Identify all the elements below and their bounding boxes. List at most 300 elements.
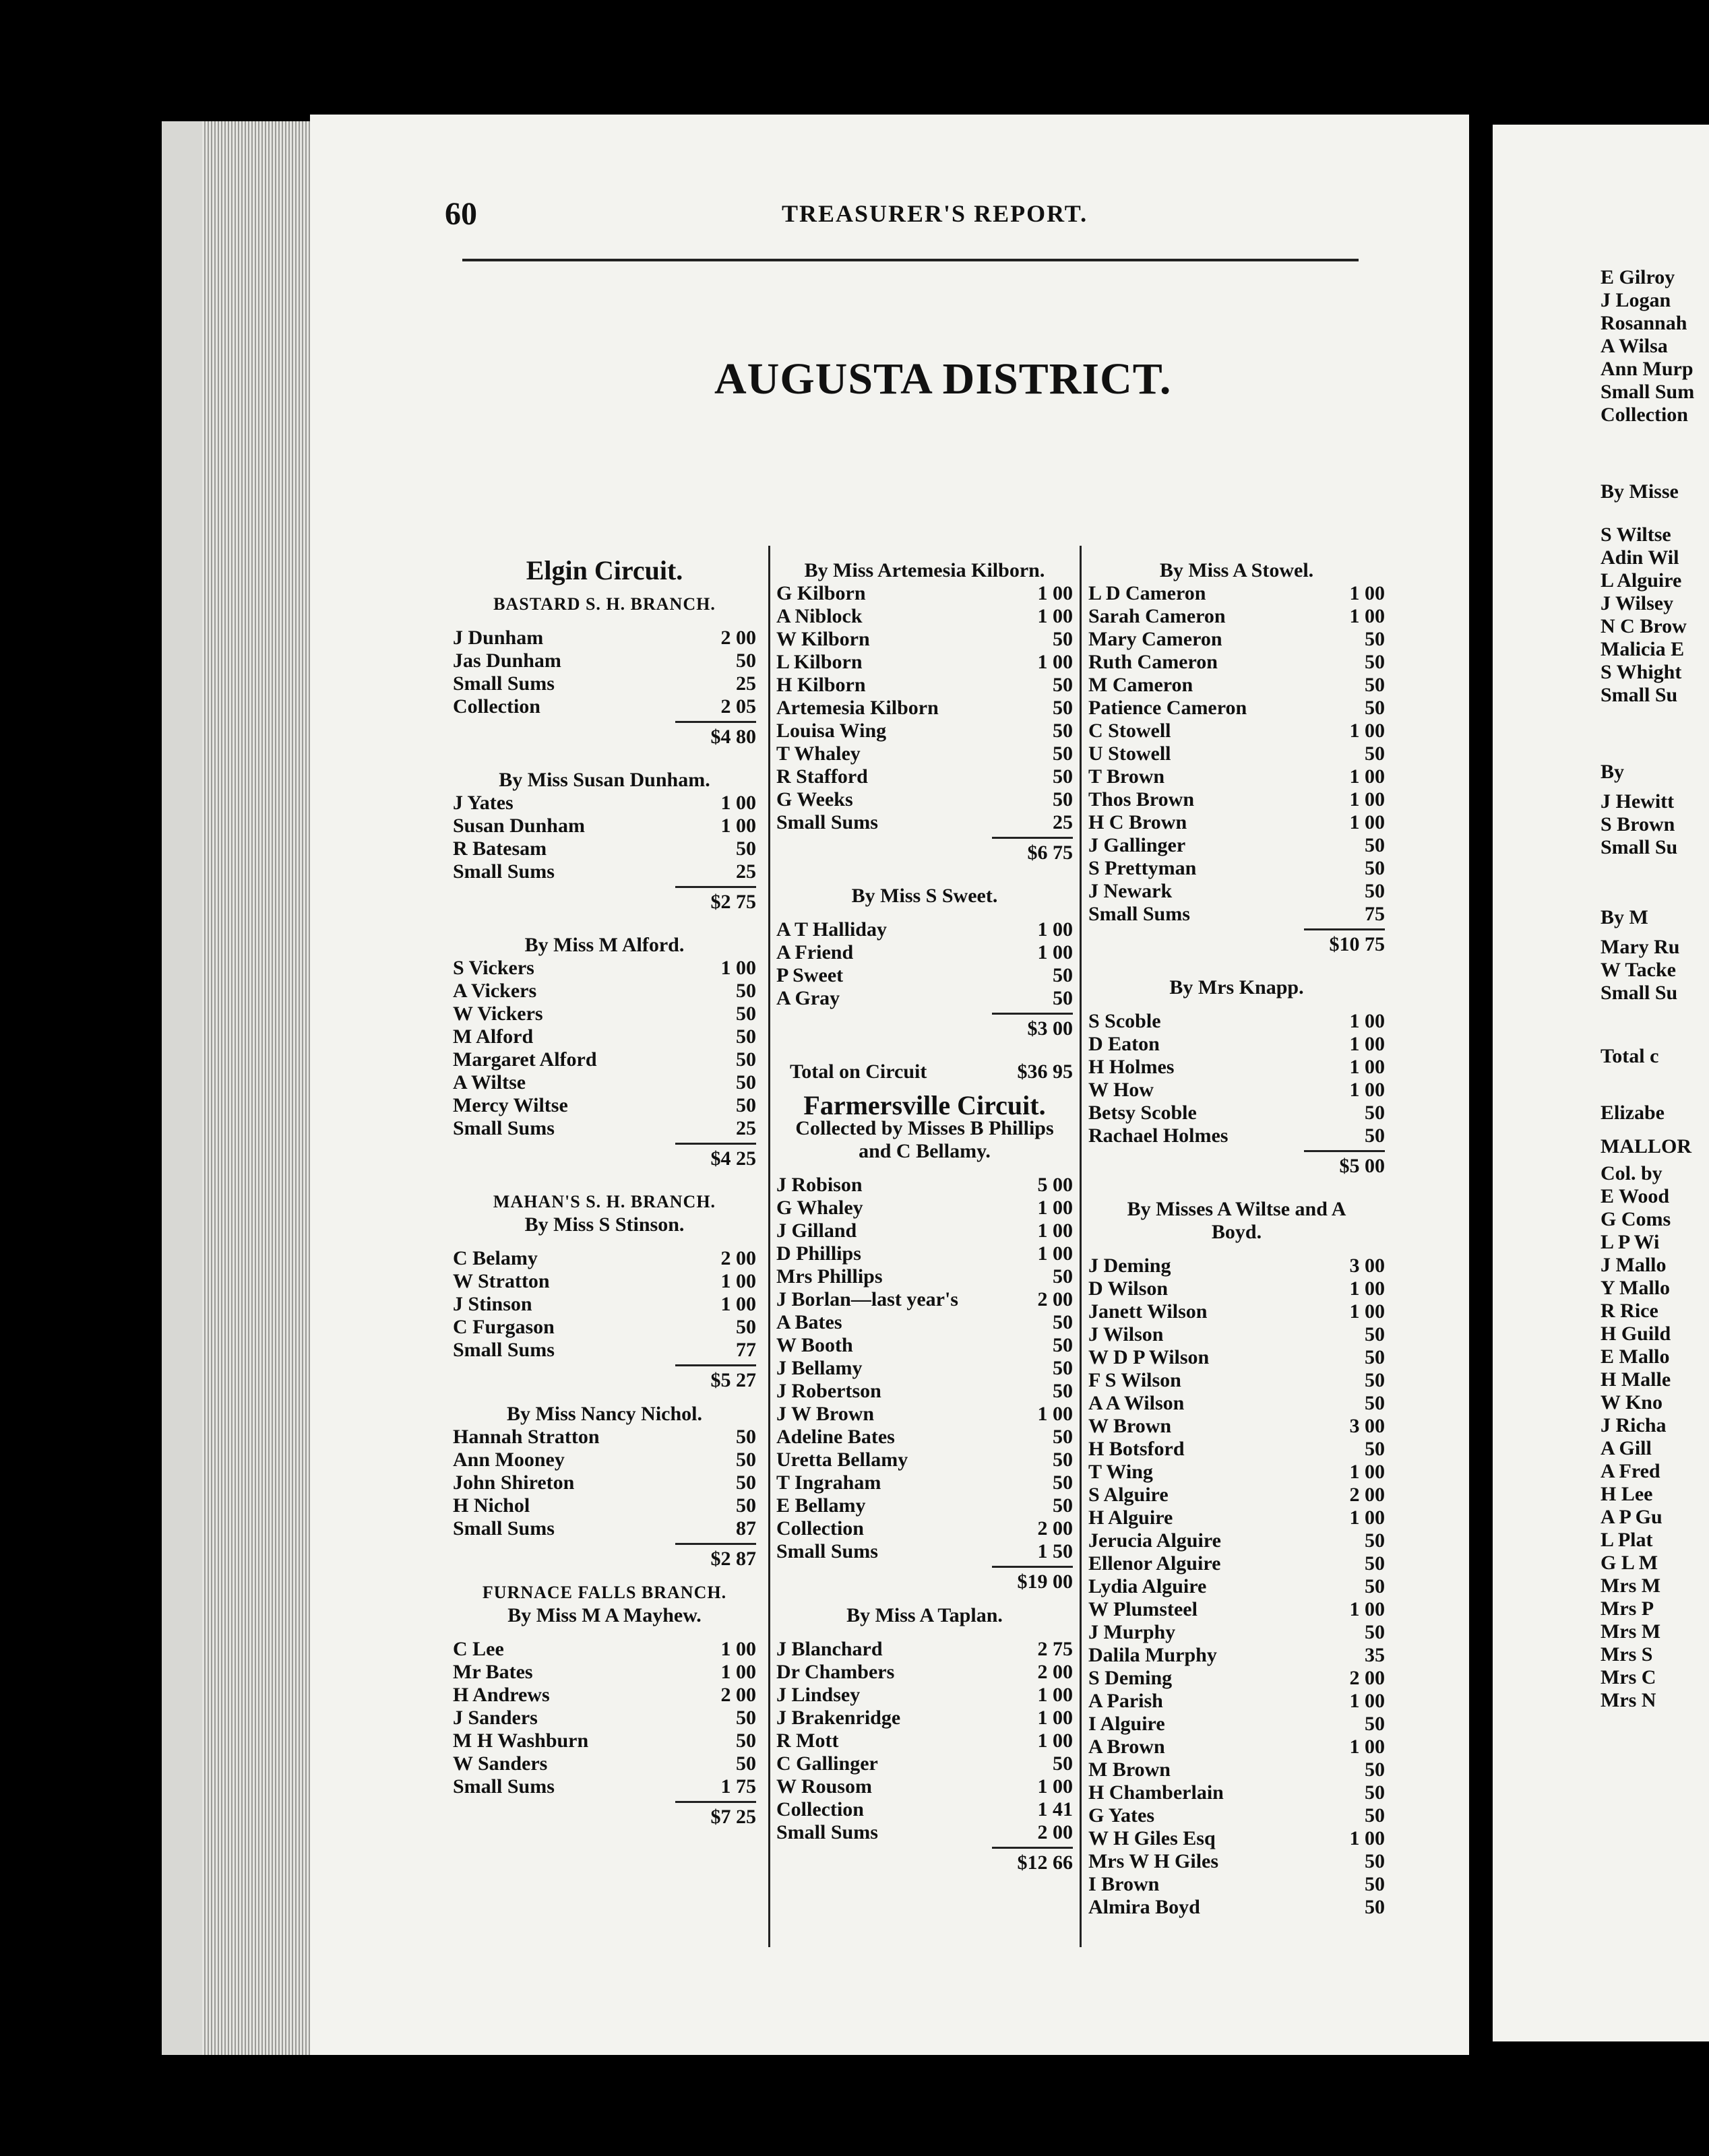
item-amount: 50 (1365, 697, 1385, 719)
spacer (1601, 784, 1694, 790)
item-name: Small Sums (776, 811, 878, 833)
item-amount: 50 (1053, 1494, 1073, 1517)
item-name: D Eaton (1088, 1033, 1160, 1055)
item-name: J Robison (776, 1174, 863, 1196)
list-item (1088, 1644, 1385, 1667)
item-name: H Nichol (453, 1494, 530, 1517)
item-name: J Gallinger (1088, 834, 1186, 856)
spacer (776, 1627, 1073, 1638)
item-name: J Robertson (776, 1380, 881, 1402)
item-name: W Stratton (453, 1270, 550, 1292)
item-name: G Yates (1088, 1804, 1155, 1827)
item-name: Thos Brown (1088, 788, 1195, 811)
item-name: Collection (776, 1798, 864, 1820)
list-item (453, 1293, 756, 1316)
item-amount: 1 00 (1349, 720, 1385, 742)
item-name: G Whaley (776, 1197, 863, 1219)
spacer (453, 1170, 756, 1191)
list-item (1088, 857, 1385, 880)
item-amount: 77 (736, 1339, 756, 1361)
total-rule (675, 1143, 756, 1145)
list-item (776, 1684, 1073, 1707)
item-name: S Scoble (1088, 1010, 1161, 1032)
spacer (1601, 503, 1694, 524)
item-name: I Alguire (1088, 1713, 1165, 1735)
item-amount: 50 (1053, 1449, 1073, 1471)
item-amount: 50 (1365, 1781, 1385, 1804)
item-name: H Alguire (1088, 1507, 1173, 1529)
list-item (453, 695, 756, 718)
item-amount: 50 (736, 1707, 756, 1729)
list-item: Mrs P (1601, 1597, 1654, 1620)
group-total: $5 27 (710, 1369, 756, 1391)
spacer (453, 1627, 756, 1638)
list-item (453, 980, 756, 1003)
item-amount: 50 (1365, 1124, 1385, 1147)
list-item: H Lee (1601, 1483, 1653, 1505)
list-item (776, 742, 1073, 765)
list-item: A Gill (1601, 1437, 1652, 1459)
item-name: E Bellamy (776, 1494, 866, 1517)
list-item (776, 964, 1073, 987)
right-page-text (1601, 266, 1694, 1712)
group-total: $2 87 (710, 1548, 756, 1570)
item-name: Ellenor Alguire (1088, 1552, 1221, 1575)
item-amount: 2 00 (720, 1684, 756, 1706)
item-amount: 1 00 (1349, 1598, 1385, 1620)
total-rule (992, 1847, 1073, 1849)
list-item (776, 1449, 1073, 1471)
list-item: W Tacke (1601, 959, 1676, 981)
item-amount: 1 00 (1349, 1827, 1385, 1849)
spacer (776, 1040, 1073, 1060)
item-name: J Yates (453, 792, 514, 814)
item-name: John Shireton (453, 1471, 575, 1494)
list-item (1088, 1736, 1385, 1758)
item-name: J Sanders (453, 1707, 538, 1729)
item-name: Dr Chambers (776, 1661, 895, 1683)
item-name: Small Sums (453, 1775, 555, 1798)
list-item (1088, 811, 1385, 834)
item-amount: 50 (1365, 1804, 1385, 1827)
list-item (1088, 1529, 1385, 1552)
item-name: Small Sums (776, 1821, 878, 1843)
list-item: A Fred (1601, 1460, 1660, 1482)
group-total: $4 25 (710, 1147, 756, 1170)
list-item (1088, 880, 1385, 903)
item-name: Lydia Alguire (1088, 1575, 1207, 1597)
list-item (1088, 1033, 1385, 1056)
item-amount: 1 00 (720, 1638, 756, 1660)
list-item (1088, 1124, 1385, 1147)
list-item (776, 1380, 1073, 1403)
list-item (776, 1730, 1073, 1752)
item-amount: 1 00 (1349, 765, 1385, 788)
item-amount: 2 00 (1349, 1484, 1385, 1506)
item-name: J Newark (1088, 880, 1173, 902)
list-item (453, 649, 756, 672)
list-item (776, 1752, 1073, 1775)
group-heading: FURNACE FALLS BRANCH. (482, 1583, 727, 1602)
list-item (453, 1752, 756, 1775)
item-amount: 50 (1365, 1621, 1385, 1643)
branch-title: MALLOR (1601, 1135, 1691, 1158)
list-item (1088, 1758, 1385, 1781)
item-amount: 2 00 (720, 627, 756, 649)
item-name: Patience Cameron (1088, 697, 1247, 719)
list-item (1088, 697, 1385, 720)
item-amount: 50 (1365, 1758, 1385, 1781)
item-name: H Holmes (1088, 1056, 1175, 1078)
list-item (776, 918, 1073, 941)
item-name: Louisa Wing (776, 720, 887, 742)
list-item (453, 957, 756, 980)
item-amount: 1 00 (1349, 1033, 1385, 1055)
list-item (776, 1311, 1073, 1334)
list-item (776, 1334, 1073, 1357)
item-name: Susan Dunham (453, 815, 585, 837)
item-amount: 50 (736, 1048, 756, 1071)
item-amount: 50 (736, 1730, 756, 1752)
list-item (776, 1242, 1073, 1265)
list-item (1088, 1552, 1385, 1575)
column-2 (776, 559, 1073, 1874)
list-item: Ann Murp (1601, 358, 1694, 380)
group-heading: By Miss M A Mayhew. (507, 1604, 702, 1626)
item-name: D Wilson (1088, 1277, 1169, 1300)
list-item: Mrs N (1601, 1689, 1656, 1711)
group-total: $5 00 (1339, 1155, 1385, 1177)
list-item: Mrs C (1601, 1666, 1656, 1688)
item-amount: 50 (736, 980, 756, 1002)
item-amount: 50 (1365, 1369, 1385, 1391)
item-name: J W Brown (776, 1403, 875, 1425)
total-rule (992, 837, 1073, 839)
spacer (1088, 1244, 1385, 1255)
list-item (453, 1730, 756, 1752)
item-amount: 2 00 (1349, 1667, 1385, 1689)
item-name: Small Sums (453, 1339, 555, 1361)
list-item (1088, 1873, 1385, 1896)
item-name: J Lindsey (776, 1684, 861, 1706)
list-item (453, 1471, 756, 1494)
item-amount: 1 00 (1037, 1707, 1073, 1729)
item-amount: 50 (736, 1752, 756, 1775)
group-total: $10 75 (1329, 933, 1385, 955)
item-amount: 50 (1053, 1311, 1073, 1333)
list-item (1088, 1713, 1385, 1736)
list-item (453, 1494, 756, 1517)
item-name: T Wing (1088, 1461, 1153, 1483)
item-amount: 50 (1365, 1896, 1385, 1918)
item-name: P Sweet (776, 964, 844, 986)
list-item (1088, 674, 1385, 697)
list-item (1088, 1010, 1385, 1033)
group-heading: By Miss M Alford. (524, 934, 685, 956)
item-amount: 50 (1053, 1426, 1073, 1448)
spacer (1088, 1178, 1385, 1198)
item-amount: 50 (736, 1071, 756, 1093)
item-amount: 2 00 (1037, 1661, 1073, 1683)
list-item (453, 672, 756, 695)
item-amount: 50 (1053, 765, 1073, 788)
list-item (776, 1798, 1073, 1821)
item-name: H C Brown (1088, 811, 1187, 833)
item-name: J Bellamy (776, 1357, 863, 1379)
circuit-total-row (776, 1060, 1073, 1083)
item-amount: 50 (736, 1025, 756, 1048)
item-name: J Brakenridge (776, 1707, 901, 1729)
list-item: Mrs M (1601, 1620, 1661, 1643)
item-amount: 50 (1365, 742, 1385, 765)
item-name: H Chamberlain (1088, 1781, 1224, 1804)
group-total: $12 66 (1017, 1851, 1073, 1874)
total-label: Total c (1601, 1045, 1659, 1067)
group-heading: By Miss A Taplan. (846, 1604, 1003, 1626)
page-number: 60 (445, 196, 477, 232)
group-total: $2 75 (710, 891, 756, 913)
group-heading: By Misses A Wiltse and A Boyd. (1127, 1198, 1346, 1243)
list-item (453, 1339, 756, 1362)
item-name: Janett Wilson (1088, 1300, 1208, 1323)
list-item (453, 1117, 756, 1140)
item-amount: 1 00 (1037, 582, 1073, 604)
list-item (776, 1357, 1073, 1380)
list-item (1088, 1598, 1385, 1621)
item-amount: 50 (1365, 1323, 1385, 1345)
item-amount: 50 (1053, 1471, 1073, 1494)
item-amount: 1 00 (720, 1270, 756, 1292)
list-item: W Kno (1601, 1391, 1663, 1414)
list-item (776, 1540, 1073, 1563)
item-amount: 2 75 (1037, 1638, 1073, 1660)
item-name: Small Sums (453, 1517, 555, 1540)
total-rule (675, 721, 756, 723)
list-item (1088, 1255, 1385, 1277)
group-heading: By Misse (1601, 480, 1679, 503)
item-amount: 3 00 (1349, 1415, 1385, 1437)
item-name: Mercy Wiltse (453, 1094, 568, 1116)
item-amount: 50 (736, 837, 756, 860)
list-item (1088, 1323, 1385, 1346)
spacer (453, 1236, 756, 1247)
item-name: Margaret Alford (453, 1048, 597, 1071)
item-amount: 1 00 (1037, 1684, 1073, 1706)
list-item (776, 1821, 1073, 1844)
item-amount: 1 00 (1037, 651, 1073, 673)
item-amount: 50 (1365, 880, 1385, 902)
item-name: Artemesia Kilborn (776, 697, 939, 719)
item-amount: 1 00 (1037, 918, 1073, 941)
item-amount: 50 (1365, 1575, 1385, 1597)
item-amount: 50 (736, 1094, 756, 1116)
list-item: Mary Ru (1601, 936, 1680, 958)
list-item: A P Gu (1601, 1506, 1663, 1528)
list-item (776, 1174, 1073, 1197)
item-name: Mrs W H Giles (1088, 1850, 1219, 1872)
item-name: W Rousom (776, 1775, 872, 1798)
spacer (776, 1163, 1073, 1174)
running-title: TREASURER'S REPORT. (782, 200, 1088, 227)
list-item (1088, 1277, 1385, 1300)
list-item (453, 1247, 756, 1270)
list-item: Y Mallo (1601, 1277, 1671, 1299)
item-amount: 50 (1365, 628, 1385, 650)
item-name: J Deming (1088, 1255, 1171, 1277)
list-item (776, 1661, 1073, 1684)
item-name: W H Giles Esq (1088, 1827, 1216, 1849)
item-name: U Stowell (1088, 742, 1171, 765)
item-name: S Alguire (1088, 1484, 1169, 1506)
list-item (1088, 628, 1385, 651)
item-name: A Niblock (776, 605, 863, 627)
list-item (1088, 1079, 1385, 1102)
list-item: J Hewitt (1601, 790, 1675, 813)
list-item: J Logan (1601, 289, 1671, 311)
item-name: Adeline Bates (776, 1426, 895, 1448)
list-item (776, 1403, 1073, 1426)
list-item: Rosannah (1601, 312, 1687, 334)
list-item (1088, 1484, 1385, 1507)
total-rule (675, 886, 756, 888)
item-name: A Friend (776, 941, 854, 963)
item-amount: 1 00 (1037, 605, 1073, 627)
item-amount: 1 00 (1037, 1197, 1073, 1219)
item-amount: 50 (1053, 628, 1073, 650)
list-item (776, 788, 1073, 811)
total-rule (675, 1364, 756, 1366)
list-item (1088, 605, 1385, 628)
list-item: L Plat (1601, 1529, 1653, 1551)
item-name: Jas Dunham (453, 649, 561, 672)
list-item (776, 1197, 1073, 1219)
item-amount: 1 00 (1349, 1300, 1385, 1323)
item-name: A A Wilson (1088, 1392, 1185, 1414)
item-amount: 3 00 (1349, 1255, 1385, 1277)
group-total: $19 00 (1017, 1571, 1073, 1593)
item-amount: 50 (1365, 1392, 1385, 1414)
item-amount: 1 00 (1037, 1403, 1073, 1425)
item-name: G Kilborn (776, 582, 866, 604)
item-name: R Stafford (776, 765, 868, 788)
list-item (453, 1638, 756, 1661)
list-item (776, 1517, 1073, 1540)
item-amount: 50 (1053, 1334, 1073, 1356)
list-item (776, 941, 1073, 964)
circuit-total-value: $36 95 (1017, 1060, 1073, 1083)
item-amount: 2 00 (1037, 1821, 1073, 1843)
list-item (1088, 1667, 1385, 1690)
item-name: G Weeks (776, 788, 853, 811)
list-item (1088, 1896, 1385, 1919)
item-amount: 50 (1053, 1357, 1073, 1379)
list-item (776, 811, 1073, 834)
group-heading: By Miss Artemesia Kilborn. (804, 559, 1045, 581)
list-item (1088, 788, 1385, 811)
list-item (776, 1288, 1073, 1311)
item-amount: 1 00 (1037, 1242, 1073, 1265)
list-item: Small Su (1601, 982, 1678, 1004)
list-item (453, 1449, 756, 1471)
list-item (1088, 1346, 1385, 1369)
item-name: C Belamy (453, 1247, 538, 1269)
district-title: AUGUSTA DISTRICT. (714, 354, 1172, 404)
spacer (453, 1392, 756, 1403)
item-amount: 50 (1365, 1529, 1385, 1552)
item-name: M Alford (453, 1025, 534, 1048)
item-amount: 87 (736, 1517, 756, 1540)
item-amount: 50 (1365, 1850, 1385, 1872)
list-item (776, 1265, 1073, 1288)
item-amount: 50 (1365, 1713, 1385, 1735)
list-item: J Richa (1601, 1414, 1667, 1436)
item-amount: 50 (1365, 651, 1385, 673)
item-name: R Mott (776, 1730, 839, 1752)
item-amount: 1 00 (720, 1293, 756, 1315)
list-item (1088, 1369, 1385, 1392)
circuit-total-label: Total on Circuit (790, 1060, 927, 1083)
column-1 (453, 555, 756, 1829)
list-item (1088, 1575, 1385, 1598)
item-amount: 1 50 (1037, 1540, 1073, 1562)
list-item (1088, 582, 1385, 605)
item-name: Ann Mooney (453, 1449, 565, 1471)
item-amount: 1 00 (720, 957, 756, 979)
group-heading: By Miss S Stinson. (524, 1213, 685, 1236)
total-rule (992, 1566, 1073, 1568)
spacer (453, 1571, 756, 1581)
item-amount: 1 00 (1349, 1079, 1385, 1101)
item-name: Mrs Phillips (776, 1265, 883, 1288)
group-heading: By Miss S Sweet. (851, 885, 998, 907)
item-amount: 25 (736, 1117, 756, 1139)
column-divider-1 (768, 546, 770, 1947)
total-rule (1304, 1150, 1385, 1152)
item-amount: 1 00 (1349, 788, 1385, 811)
item-name: C Stowell (1088, 720, 1171, 742)
item-amount: 2 00 (1037, 1517, 1073, 1540)
list-item: Adin Wil (1601, 546, 1679, 569)
item-amount: 50 (736, 1449, 756, 1471)
item-amount: 50 (1053, 674, 1073, 696)
list-item (1088, 742, 1385, 765)
list-item (1088, 1056, 1385, 1079)
item-name: A Parish (1088, 1690, 1163, 1712)
list-item: Small Su (1601, 836, 1678, 858)
group-heading: By Mrs Knapp. (1169, 976, 1304, 998)
list-item: Mrs M (1601, 1575, 1661, 1597)
item-amount: 50 (1365, 1102, 1385, 1124)
list-item: S Whight (1601, 661, 1682, 683)
list-item: Small Su (1601, 684, 1678, 706)
list-item (776, 628, 1073, 651)
list-item (776, 987, 1073, 1010)
group-heading: By Miss Susan Dunham. (499, 769, 710, 791)
list-item (776, 674, 1073, 697)
item-name: M H Washburn (453, 1730, 589, 1752)
list-item: H Malle (1601, 1368, 1671, 1391)
list-item (453, 1517, 756, 1540)
list-item (776, 765, 1073, 788)
item-name: J Blanchard (776, 1638, 883, 1660)
item-amount: 75 (1365, 903, 1385, 925)
item-amount: 50 (1365, 834, 1385, 856)
item-amount: 1 00 (1037, 1730, 1073, 1752)
item-name: J Murphy (1088, 1621, 1176, 1643)
item-amount: 1 00 (720, 1661, 756, 1683)
list-item: A Wilsa (1601, 335, 1668, 357)
item-amount: 1 00 (720, 792, 756, 814)
